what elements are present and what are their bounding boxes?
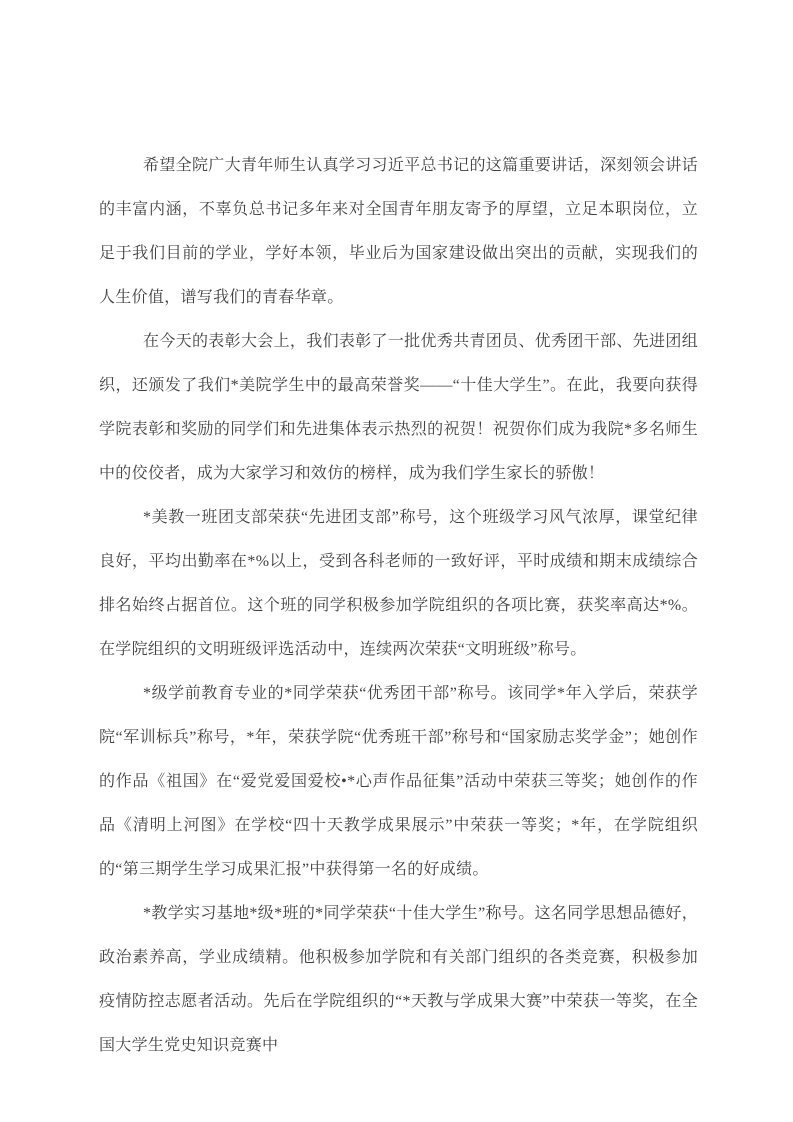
paragraph-advanced-league-branch: *美教一班团支部荣获“先进团支部”称号，这个班级学习风气浓厚，课堂纪律良好，平均出勤率在*%以上，受到各科老师的一致好评，平时成绩和期末成绩综合排名始终占据首位。这个班的同学积极参加学院组织的各项比赛，获奖率高达*%。在学院组织的文明班级评选活动中，连续两次荣获“文明班级”称号。 [99, 509, 698, 658]
paragraph-top-ten-student: *教学实习基地*级*班的*同学荣获“十佳大学生”称号。这名同学思想品德好，政治素养高，学业成绩精。他积极参加学院和有关部门组织的各类竞赛，积极参加疫情防控志愿者活动。先后在学院组织的“*天教与学成果大赛”中荣获一等奖，在全国大学生党史知识竞赛中 [99, 905, 698, 1054]
paragraph-commendation-ceremony: 在今天的表彰大会上，我们表彰了一批优秀共青团员、优秀团干部、先进团组织，还颁发了我们*美院学生中的最高荣誉奖——“十佳大学生”。在此，我要向获得学院表彰和奖励的同学们和先进集体表示热烈的祝贺！祝贺你们成为我院*多名师生中的佼佼者，成为大家学习和效仿的榜样，成为我们学生家长的骄傲！ [99, 333, 698, 482]
paragraph-outstanding-league-cadre: *级学前教育专业的*同学荣获“优秀团干部”称号。该同学*年入学后，荣获学院“军训标兵”称号，*年，荣获学院“优秀班干部”称号和“国家励志奖学金”；她创作的作品《祖国》在“爱党爱国爱校•*心声作品征集”活动中荣获三等奖；她创作的作品《清明上河图》在学校“四十天教学成果展示”中荣获一等奖；*年，在学院组织的“第三期学生学习成果汇报”中获得第一名的好成绩。 [99, 685, 698, 878]
paragraph-speech-hope: 希望全院广大青年师生认真学习习近平总书记的这篇重要讲话，深刻领会讲话的丰富内涵，不辜负总书记多年来对全国青年朋友寄予的厚望，立足本职岗位，立足于我们目前的学业，学好本领，毕业后为国家建设做出突出的贡献，实现我们的人生价值，谱写我们的青春华章。 [99, 157, 698, 306]
document-body [99, 144, 698, 1068]
